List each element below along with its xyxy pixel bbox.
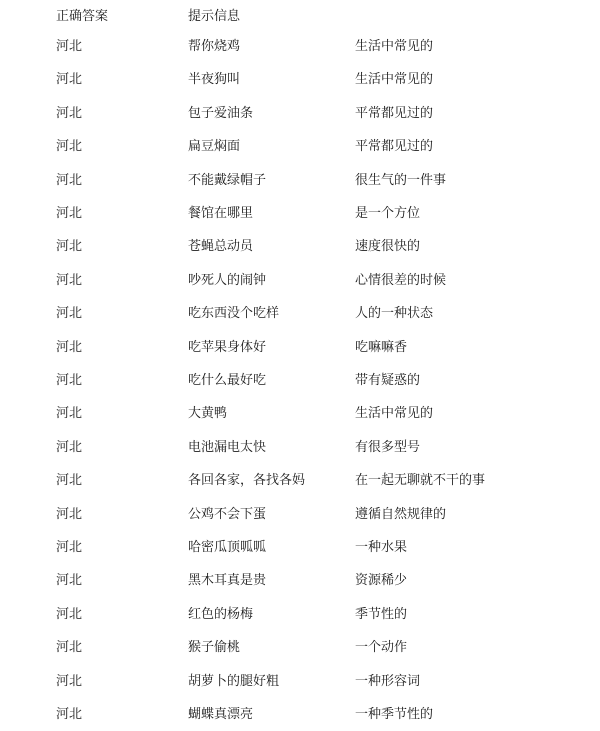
hint-cell: 资源稀少 (355, 573, 408, 589)
clue-cell: 半夜狗叫 (188, 72, 241, 88)
hint-cell: 是一个方位 (355, 206, 421, 221)
answer-cell: 河北 (56, 540, 83, 555)
clue-cell: 包子爱油条 (188, 105, 254, 121)
table-row (0, 164, 600, 197)
hint-cell: 生活中常见的 (355, 72, 434, 88)
table-row (0, 564, 600, 597)
clue-cell: 哈密瓜顶呱呱 (188, 540, 267, 555)
hint-cell: 一种形容词 (355, 673, 421, 689)
clue-cell: 帮你烧鸡 (188, 39, 241, 54)
hint-cell: 很生气的一件事 (355, 172, 447, 188)
clue-cell: 蝴蝶真漂亮 (188, 707, 254, 722)
table-row (0, 97, 600, 130)
table-row (0, 397, 600, 430)
hint-cell: 一种水果 (355, 540, 408, 555)
answer-cell: 河北 (56, 239, 83, 255)
table-row (0, 464, 600, 497)
clue-cell: 吃苹果身体好 (188, 339, 267, 355)
clue-cell: 红色的杨梅 (188, 606, 254, 622)
answer-cell: 河北 (56, 206, 83, 221)
clue-cell: 苍蝇总动员 (188, 239, 254, 255)
hint-cell: 人的一种状态 (355, 306, 434, 322)
table-row (0, 364, 600, 397)
hint-cell: 吃嘛嘛香 (355, 339, 408, 355)
clue-cell: 各回各家，各找各妈 (188, 473, 306, 489)
answer-cell: 河北 (56, 473, 83, 489)
table-row (0, 264, 600, 297)
clue-cell: 吃什么最好吃 (188, 373, 267, 388)
hint-cell: 有很多型号 (355, 439, 421, 455)
clue-cell: 电池漏电太快 (188, 439, 267, 455)
hint-cell: 平常都见过的 (355, 105, 434, 121)
table-row (0, 431, 600, 464)
answer-cell: 河北 (56, 673, 83, 689)
answer-cell: 河北 (56, 573, 83, 589)
table-row (0, 230, 600, 263)
answer-cell: 河北 (56, 439, 83, 455)
hint-cell: 季节性的 (355, 606, 408, 622)
answer-cell: 河北 (56, 606, 83, 622)
hint-cell: 带有疑惑的 (355, 373, 421, 388)
answer-cell: 河北 (56, 373, 83, 388)
clue-cell: 吃东西没个吃样 (188, 306, 280, 322)
hint-cell: 在一起无聊就不干的事 (355, 473, 486, 489)
clue-cell: 餐馆在哪里 (188, 206, 254, 221)
hint-cell: 一个动作 (355, 640, 408, 656)
table-row (0, 197, 600, 230)
table-row (0, 698, 600, 731)
table-row (0, 130, 600, 163)
table-row (0, 297, 600, 330)
hint-cell: 一种季节性的 (355, 707, 434, 722)
table-row (0, 665, 600, 698)
table-row (0, 63, 600, 96)
answer-cell: 河北 (56, 172, 83, 188)
answer-cell: 河北 (56, 506, 83, 522)
answer-cell: 河北 (56, 707, 83, 722)
clue-cell: 吵死人的闹钟 (188, 272, 267, 288)
hint-cell: 平常都见过的 (355, 139, 434, 155)
clue-cell: 大黄鸭 (188, 406, 228, 422)
answer-cell: 河北 (56, 306, 83, 322)
hint-cell: 生活中常见的 (355, 39, 434, 54)
answer-cell: 河北 (56, 339, 83, 355)
answer-cell: 河北 (56, 105, 83, 121)
table-row (0, 531, 600, 564)
header-hint: 提示信息 (188, 9, 241, 24)
clue-cell: 公鸡不会下蛋 (188, 506, 267, 522)
table-row (0, 598, 600, 631)
table-row (0, 631, 600, 664)
table-row (0, 498, 600, 531)
answer-cell: 河北 (56, 72, 83, 88)
table-row (0, 331, 600, 364)
clue-cell: 扁豆焖面 (188, 139, 241, 155)
hint-cell: 遵循自然规律的 (355, 506, 447, 522)
hint-cell: 速度很快的 (355, 239, 421, 255)
clue-cell: 黑木耳真是贵 (188, 573, 267, 589)
clue-cell: 猴子偷桃 (188, 640, 241, 656)
answer-cell: 河北 (56, 272, 83, 288)
answer-cell: 河北 (56, 640, 83, 656)
answer-cell: 河北 (56, 406, 83, 422)
answer-cell: 河北 (56, 139, 83, 155)
table-row (0, 30, 600, 63)
hint-cell: 生活中常见的 (355, 406, 434, 422)
answer-cell: 河北 (56, 39, 83, 54)
clue-cell: 不能戴绿帽子 (188, 172, 267, 188)
header-answer: 正确答案 (56, 9, 109, 24)
clue-cell: 胡萝卜的腿好粗 (188, 673, 280, 689)
header-row (0, 0, 600, 33)
hint-cell: 心情很差的时候 (355, 272, 447, 288)
